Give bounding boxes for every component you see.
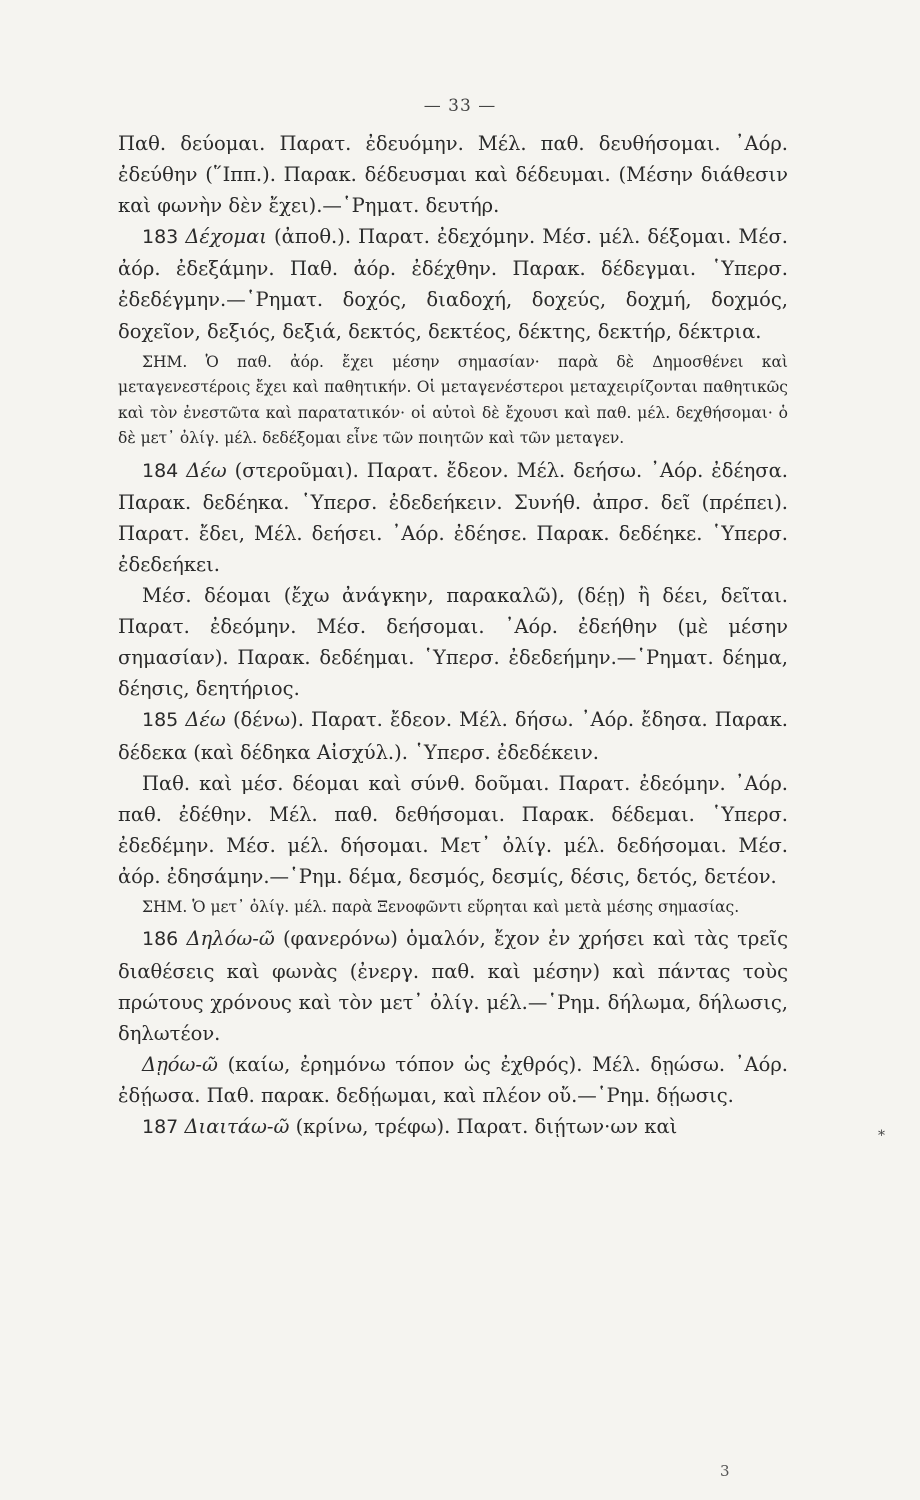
headword: Δῃόω-ῶ: [142, 1052, 218, 1076]
note-185: ΣΗΜ. Ὁ μετ᾿ ὀλίγ. μέλ. παρὰ Ξενοφῶντι εὕρηται καὶ μετὰ μέσης σημασίας.: [142, 897, 740, 916]
entry-text: (ἀποθ.). Παρατ. ἐδεχόμην. Μέσ. μέλ. δέξομαι. Μέσ. ἀόρ. ἐδεξάμην. Παθ. ἀόρ. ἐδέχθην. Παρακ. δέδεγμαι. ῾Υπερσ. ἐδεδέγμην.—῾Ρηματ. δοχός, διαδοχή, δοχεύς, δοχμή, δοχμός, δοχεῖον, δεξιός, δεξιά, δεκτός, δεκτέος, δέκτης, δεκτήρ, δέκτρια.: [118, 225, 788, 343]
note-183: ΣΗΜ. Ὁ παθ. ἀόρ. ἔχει μέσην σημασίαν· παρὰ δὲ Δημοσθένει καὶ μεταγενεστέροις ἔχει καὶ παθητικήν. Οἱ μεταγενέστεροι μεταχειρίζονται παθητικῶς καὶ τὸν ἐνεστῶτα καὶ παρατατικόν· οἱ αὐτοὶ δὲ ἔχουσι καὶ παθ. μέλ. δεχθήσομαι· ὁ δὲ μετ᾿ ὀλίγ. μέλ. δεδέξομαι εἶνε τῶν ποιητῶν καὶ τῶν μεταγεν.: [118, 352, 788, 448]
entry-number: 183: [142, 226, 179, 249]
entry-187: [118, 1111, 788, 1143]
headword: Δέω: [185, 708, 226, 732]
entry-186: [118, 923, 788, 1048]
entry-number: 186: [142, 928, 179, 951]
entry-185-passive: Παθ. καὶ μέσ. δέομαι καὶ σύνθ. δοῦμαι. Παρατ. ἐδεόμην. ᾿Αόρ. παθ. ἐδέθην. Μέλ. παθ. δεθήσομαι. Παρακ. δέδεμαι. ῾Υπερσ. ἐδεδέμην. Μέσ. μέλ. δήσομαι. Μετ᾿ ὀλίγ. μέλ. δεδήσομαι. Μέσ. ἀόρ. ἐδησάμην.—῾Ρημ. δέμα, δεσμός, δεσμίς, δέσις, δετός, δετέον.: [118, 771, 788, 888]
entry-186-sub: [118, 1049, 788, 1111]
entry-text: (στεροῦμαι). Παρατ. ἔδεον. Μέλ. δεήσω. ᾿Αόρ. ἐδέησα. Παρακ. δεδέηκα. ῾Υπερσ. ἐδεδεήκειν. Συνήθ. ἀπρσ. δεῖ (πρέπει). Παρατ. ἔδει, Μέλ. δεήσει. ᾿Αόρ. ἐδέησε. Παρακ. δεδέηκε. ῾Υπερσ. ἐδεδεήκει.: [118, 458, 788, 576]
entry-184-middle: Μέσ. δέομαι (ἔχω ἀνάγκην, παρακαλῶ), (δέῃ) ἢ δέει, δεῖται. Παρατ. ἐδεόμην. Μέσ. δεήσομαι. ᾿Αόρ. ἐδεήθην (μὲ μέσην σημασίαν). Παρακ. δεδέημαι. ῾Υπερσ. ἐδεδεήμην.—῾Ρηματ. δέημα, δέησις, δεητήριος.: [118, 584, 788, 701]
entry-text: (φανερόνω) ὁμαλόν, ἔχον ἐν χρήσει καὶ τὰς τρεῖς διαθέσεις καὶ φωνὰς (ἐνεργ. παθ. καὶ μέσην) καὶ πάντας τοὺς πρώτους χρόνους καὶ τὸν μετ᾿ ὀλίγ. μέλ.—῾Ρημ. δήλωμα, δήλωσις, δηλωτέον.: [118, 927, 789, 1045]
entry-182-continuation: Παθ. δεύομαι. Παρατ. ἐδευόμην. Μέλ. παθ. δευθήσομαι. ᾿Αόρ. ἐδεύθην (῞Ιππ.). Παρακ. δέδευσμαι καὶ δέδευμαι. (Μέσην διάθεσιν καὶ φωνὴν δὲν ἔχει).—῾Ρηματ. δευτήρ.: [118, 132, 788, 218]
headword: Δέω: [186, 458, 227, 482]
entry-text: (δένω). Παρατ. ἔδεον. Μέλ. δήσω. ᾿Αόρ. ἔδησα. Παρακ. δέδεκα (καὶ δέδηκα Αἰσχύλ.). ῾Υπερσ. ἐδεδέκειν.: [118, 708, 788, 764]
entry-number: 185: [142, 709, 179, 732]
signature-mark: 3: [720, 1462, 730, 1480]
entry-text: (κρίνω, τρέφω). Παρατ. διῄτων·ων καὶ: [295, 1115, 678, 1139]
entry-number: 187: [142, 1116, 179, 1139]
page-number-header: — 33 —: [423, 96, 497, 116]
entry-183: [118, 221, 788, 346]
entry-185: [118, 704, 788, 767]
entry-184: [118, 455, 788, 580]
margin-mark: *: [878, 1128, 885, 1144]
entry-text: (καίω, ἐρημόνω τόπον ὡς ἐχθρός). Μέλ. δῃώσω. ᾿Αόρ. ἐδῄωσα. Παθ. παρακ. δεδῄωμαι, καὶ πλέον οὔ.—῾Ρημ. δῄωσις.: [118, 1052, 789, 1107]
page-body: [118, 128, 788, 1143]
headword: Δέχομαι: [185, 225, 267, 249]
entry-number: 184: [142, 459, 179, 482]
headword: Δηλόω-ῶ: [186, 927, 275, 951]
headword: Διαιτάω-ῶ: [184, 1115, 290, 1139]
